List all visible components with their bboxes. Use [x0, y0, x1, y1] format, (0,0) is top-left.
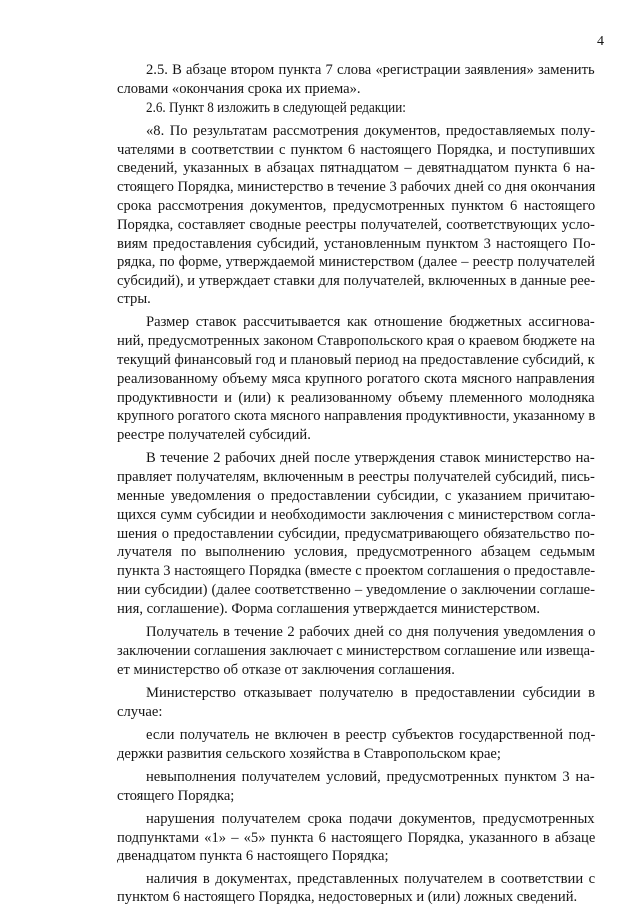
text-line: стры. — [117, 291, 151, 307]
text-line: В течение 2 рабочих дней после утверждения ставок министерство на- — [146, 450, 595, 466]
text-line: срока рассмотрения документов, предусмотренных пунктом 6 настоящего — [117, 198, 596, 214]
text-line: «8. По результатам рассмотрения документов, предоставляемых полу- — [146, 123, 596, 139]
text-line: пунктом 6 настоящего Порядка, недостоверных и (или) ложных сведений. — [117, 889, 578, 905]
text-line: наличия в документах, представленных получателем в соответствии с — [146, 871, 596, 887]
text-line: реализованному объему мяса крупного рогатого скота мясного направления — [117, 371, 595, 387]
text-line: стоящего Порядка, министерство в течение 3 рабочих дней со дня окончания — [117, 179, 596, 195]
text-line: Размер ставок рассчитывается как отношение бюджетных ассигнова- — [146, 314, 595, 330]
text-line: лучателя по выполнению условия, предусмотренного абзацем седьмым — [117, 544, 596, 560]
text-line: текущий финансовый год и плановый период на предоставление субсидий, к — [117, 352, 595, 368]
text-line: правляет получателям, включенным в реестры получателей субсидий, пись- — [117, 469, 595, 485]
text-line: держки развития сельского хозяйства в Ставропольском крае; — [117, 746, 501, 762]
text-line: реестре получателей субсидий. — [117, 427, 311, 443]
text-line: 2.6. Пункт 8 изложить в следующей редакции: — [146, 100, 406, 116]
text-line: щихся сумм субсидии и необходимости заключения с министерством согла- — [117, 507, 596, 523]
text-line: ния, соглашение). Форма соглашения утверждается министерством. — [117, 601, 540, 617]
text-line: нии субсидии) (далее соответственно – уведомление о заключении соглаше- — [117, 582, 596, 598]
text-line: нарушения получателем срока подачи документов, предусмотренных — [146, 811, 595, 827]
text-line: ний, предусмотренных законом Ставропольского края о краевом бюджете на — [117, 333, 595, 349]
text-line: если получатель не включен в реестр субъектов государственной под- — [146, 727, 596, 743]
text-line: стоящего Порядка; — [117, 788, 235, 804]
text-line: шения о предоставлении субсидии, предусматривающего обязательство по- — [117, 526, 595, 542]
text-line: пункта 3 настоящего Порядка (вместе с проектом соглашения о предоставле- — [117, 563, 596, 579]
text-line: 2.5. В абзаце втором пункта 7 слова «регистрации заявления» заменить — [146, 62, 595, 78]
text-line: крупного рогатого скота мясного направления продуктивности, указанному в — [117, 408, 596, 424]
text-line: Министерство отказывает получателю в предоставлении субсидии в — [146, 685, 596, 701]
text-line: менные уведомления о предоставлении субсидии, с указанием причитаю- — [117, 488, 595, 504]
text-line: чателями в соответствии с пунктом 6 настоящего Порядка, и поступивших — [117, 142, 596, 158]
text-line: невыполнения получателем условий, предусмотренных пунктом 3 на- — [146, 769, 595, 785]
text-line: словами «окончания срока их приема». — [117, 81, 361, 97]
text-line: субсидий), и утверждает ставки для получателей, включенных в данные рее- — [117, 273, 596, 289]
text-line: виям предоставления субсидий, установленным пунктом 3 настоящего По- — [117, 236, 596, 252]
text-line: Получатель в течение 2 рабочих дней со дня получения уведомления о — [146, 624, 596, 640]
text-line: продуктивности и (или) к реализованному объему племенного молодняка — [117, 390, 595, 406]
text-line: сведений, указанных в абзацах пятнадцатом – девятнадцатом пункта 6 на- — [117, 160, 595, 176]
text-line: случае: — [117, 704, 163, 720]
text-line: рядка, по форме, утверждаемой министерством (далее – реестр получателей — [117, 254, 595, 270]
page-number: 4 — [597, 34, 604, 49]
text-line: ет министерство об отказе от заключения соглашения. — [117, 662, 455, 678]
text-line: подпунктами «1» – «5» пункта 6 настоящего Порядка, указанного в абзаце — [117, 830, 596, 846]
text-line: двенадцатом пункта 6 настоящего Порядка; — [117, 848, 389, 864]
text-line: Порядка, составляет сводные реестры получателей, соответствующих усло- — [117, 217, 595, 233]
text-line: заключении соглашения заключает с министерством соглашение или извеща- — [117, 643, 595, 659]
